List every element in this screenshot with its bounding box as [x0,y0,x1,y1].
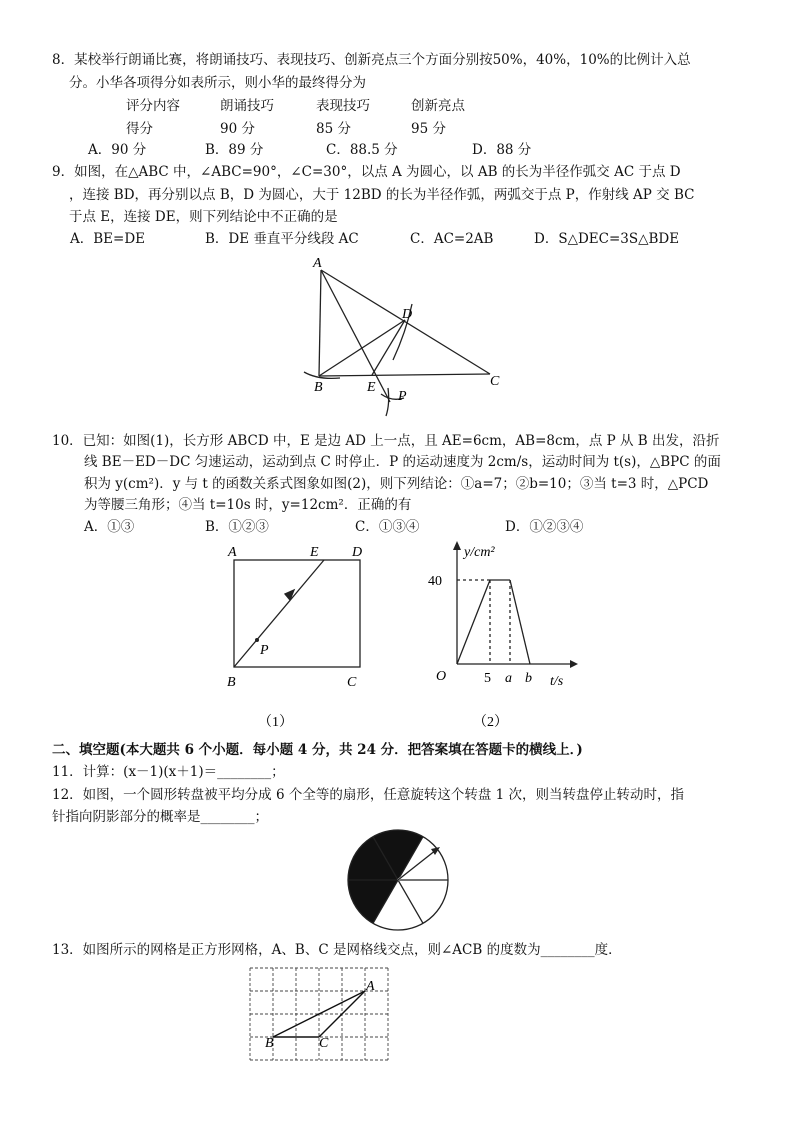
q10-line1: 10．已知：如图(1)，长方形 ABCD 中，E 是边 AD 上一点，且 AE=6cm，AB=8cm，点 P 从 B 出发，沿折 [52,433,720,449]
table-cell: 95 分 [411,121,446,137]
q13-label-c: C [319,1036,329,1051]
table-header-cell: 表现技巧 [316,98,370,114]
q10-fig1-label-c: C [347,675,357,690]
q8-option-a: A．90 分 [88,142,147,158]
q8-line1: 8．某校举行朗诵比赛，将朗诵技巧、表现技巧、创新亮点三个方面分别按50%，40%，10%的比例计入总 [52,52,691,68]
q10-option-c: C．①③④ [355,519,420,535]
q9-option-a: A．BE=DE [70,231,146,247]
q9-label-e: E [367,380,376,395]
q10-fig2-y40: 40 [428,574,442,589]
q10-line4: 为等腰三角形；④当 t=10s 时，y=12cm²．正确的有 [84,497,412,513]
q11-text: 11．计算：(x－1)(x＋1)＝________； [52,764,285,780]
table-header-cell: 朗诵技巧 [220,98,274,114]
table-header-cell: 评分内容 [126,98,180,114]
q10-fig2-x5: 5 [484,671,491,686]
q10-line3: 积为 y(cm²)．y 与 t 的函数关系式图象如图(2)，则下列结论：①a=7；②b=10；③当 t=3 时，△PCD [84,476,709,492]
q9-option-d: D．S△DEC=3S△BDE [534,231,680,247]
q9-option-c: C．AC=2AB [410,231,494,247]
q10-line2: 线 BE－ED－DC 匀速运动，运动到点 C 时停止．P 的运动速度为 2cm/s，运动时间为 t(s)，△BPC 的面 [84,454,721,470]
q9-line2: ，连接 BD，再分别以点 B，D 为圆心，大于 12BD 的长为半径作弧，两弧交于点 P，作射线 AP 交 BC [69,187,695,203]
q10-option-d: D．①②③④ [505,519,584,535]
q12-line1: 12．如图，一个圆形转盘被平均分成 6 个全等的扇形，任意旋转这个转盘 1 次，则当转盘停止转动时，指 [52,787,685,803]
section2-heading: 二、填空题(本大题共 6 个小题．每小题 4 分，共 24 分．把答案填在答题卡的横线上．) [52,742,583,758]
q10-fig1-label-p: P [260,643,269,658]
q9-label-c: C [490,374,500,389]
q10-fig1-label-a: A [228,545,237,560]
q10-fig1-label-e: E [310,545,319,560]
q10-option-a: A．①③ [84,519,135,535]
q9-option-b: B．DE 垂直平分线段 AC [205,231,359,247]
q10-fig1-label-d: D [352,545,363,560]
q9-label-a: A [313,256,322,271]
q12-line2: 针指向阴影部分的概率是________； [52,809,268,825]
q9-line3: 于点 E，连接 DE，则下列结论中不正确的是 [69,209,338,225]
q13-label-b: B [265,1036,274,1051]
q9-label-b: B [314,380,323,395]
q8-option-c: C．88.5 分 [326,142,398,158]
q10-caption-1: （1） [258,715,293,730]
q10-caption-2: （2） [473,715,508,730]
q10-fig2-xb: b [525,671,532,686]
q9-label-d: D [402,307,413,322]
q9-label-p: P [398,389,407,404]
q9-line1: 9．如图，在△ABC 中，∠ABC=90°，∠C=30°，以点 A 为圆心，以 AB 的长为半径作弧交 AC 于点 D [52,164,681,180]
table-cell: 90 分 [220,121,255,137]
table-cell: 85 分 [316,121,351,137]
table-cell: 得分 [126,121,153,137]
q10-fig1-label-b: B [227,675,236,690]
q13-text: 13．如图所示的网格是正方形网格，A、B、C 是网格线交点，则∠ACB 的度数为________度． [52,942,622,958]
q8-line2: 分。小华各项得分如表所示，则小华的最终得分为 [69,75,366,91]
table-header-cell: 创新亮点 [411,98,465,114]
q10-fig2-yaxis-label: y/cm² [464,545,495,560]
q10-fig2-xaxis-label: t/s [550,674,564,689]
q10-fig2-xa: a [505,671,512,686]
q10-option-b: B．①②③ [205,519,269,535]
q8-option-d: D．88 分 [472,142,532,158]
q8-option-b: B．89 分 [205,142,264,158]
q13-label-a: A [366,979,375,994]
q10-fig2-origin: O [436,669,447,684]
